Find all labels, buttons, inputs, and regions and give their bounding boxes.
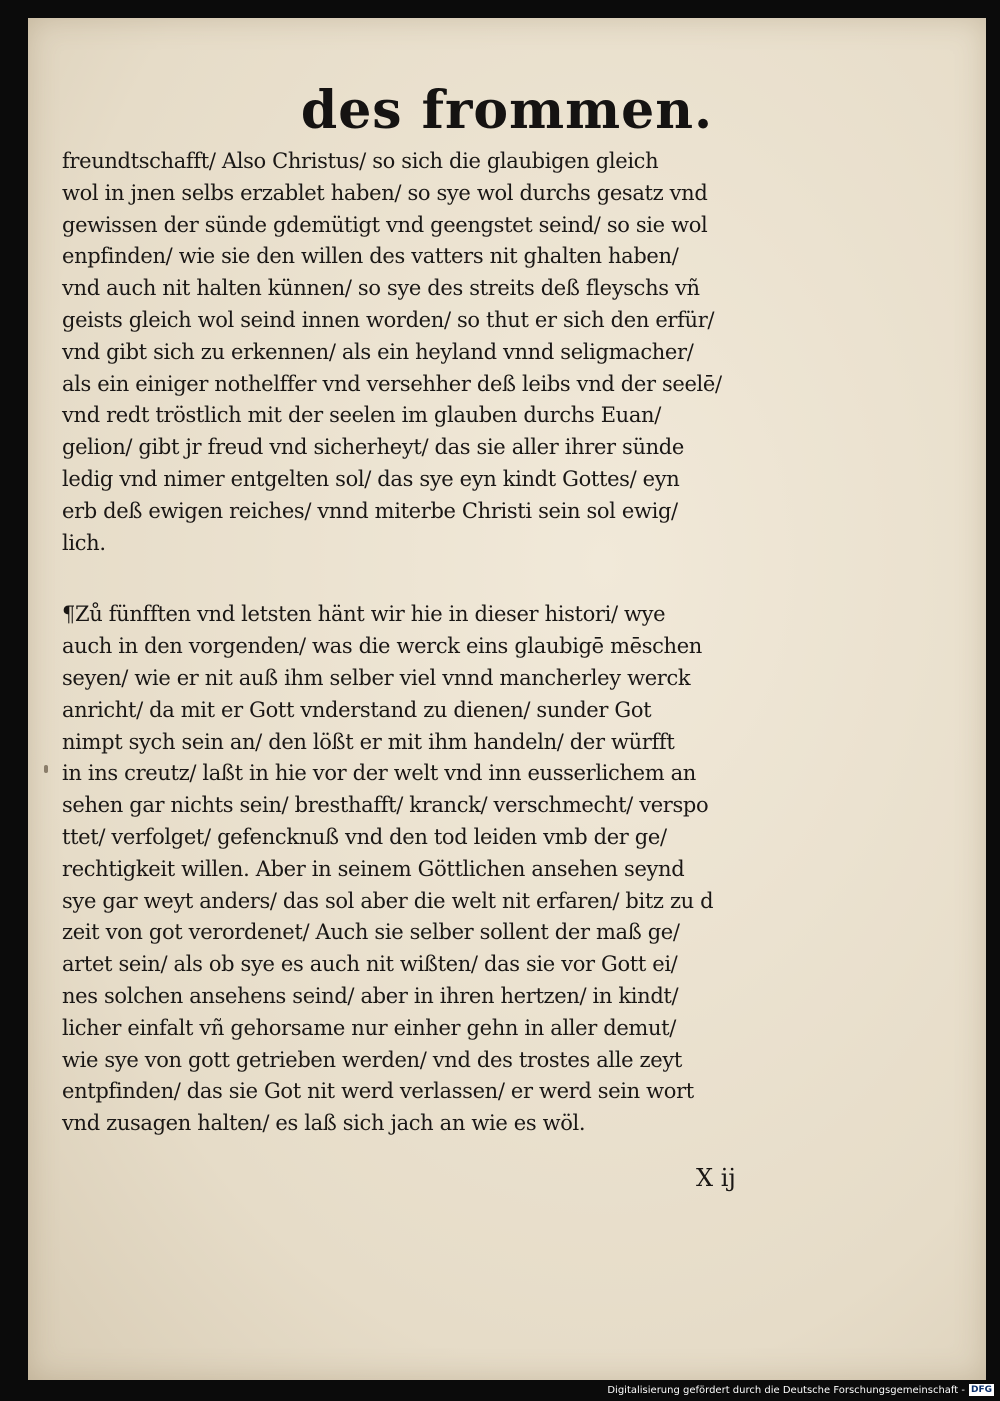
- text-line: vnd gibt sich zu erkennen/ als ein heyland vnnd seligmacher/: [62, 339, 694, 364]
- page-running-title: des frommen.: [300, 80, 714, 141]
- paragraph-2: [62, 599, 822, 1140]
- text-line: nes solchen ansehens seind/ aber in ihren hertzen/ in kindt/: [62, 983, 679, 1008]
- text-line: zeit von got verordenet/ Auch sie selber sollent der maß ge/: [62, 920, 680, 945]
- funding-credit: Digitalisierung gefördert durch die Deutsche Forschungsgemeinschaft -: [607, 1384, 965, 1396]
- text-line: vnd auch nit halten künnen/ so sye des streits deß fleyschs vñ: [62, 276, 700, 301]
- text-line: in ins creutz/ laßt in hie vor der welt vnd inn eusserlichem an: [62, 761, 696, 786]
- text-line: rechtigkeit willen. Aber in seinem Göttlichen ansehen seynd: [62, 856, 685, 881]
- text-line: ¶Zů fünfften vnd letsten hänt wir hie in dieser histori/ wye: [62, 602, 666, 627]
- text-line: auch in den vorgenden/ was die werck eins glaubigē mēschen: [62, 634, 702, 659]
- text-line: artet sein/ als ob sye es auch nit wißten/ das sie vor Gott ei/: [62, 952, 678, 977]
- text-line: lich.: [62, 530, 106, 555]
- page-body: [62, 146, 822, 1140]
- text-line: ttet/ verfolget/ gefencknuß vnd den tod leiden vmb der ge/: [62, 824, 667, 849]
- paragraph-1: [62, 146, 822, 559]
- text-line: entpfinden/ das sie Got nit werd verlassen/ er werd sein wort: [62, 1079, 694, 1104]
- text-line: enpfinden/ wie sie den willen des vatters nit ghalten haben/: [62, 244, 679, 269]
- dfg-logo: DFG: [970, 1385, 992, 1395]
- text-line: sehen gar nichts sein/ bresthafft/ kranck/ verschmecht/ verspo: [62, 793, 709, 818]
- text-line: als ein einiger nothelffer vnd versehher deß leibs vnd der seelē/: [62, 371, 722, 396]
- digitization-footer: [600, 1383, 994, 1397]
- page-blemish: [44, 765, 48, 773]
- text-line: seyen/ wie er nit auß ihm selber viel vnnd mancherley werck: [62, 665, 691, 690]
- signature-mark: X ij: [696, 1164, 736, 1192]
- text-line: gewissen der sünde gdemütigt vnd geengstet seind/ so sie wol: [62, 212, 708, 237]
- text-line: geists gleich wol seind innen worden/ so thut er sich den erfür/: [62, 307, 715, 332]
- text-line: wie sye von gott getrieben werden/ vnd des trostes alle zeyt: [62, 1047, 682, 1072]
- text-line: wol in jnen selbs erzablet haben/ so sye wol durchs gesatz vnd: [62, 180, 708, 205]
- text-line: vnd zusagen halten/ es laß sich jach an wie es wöl.: [62, 1111, 586, 1136]
- text-line: vnd redt tröstlich mit der seelen im glauben durchs Euan/: [62, 403, 661, 428]
- text-line: erb deß ewigen reiches/ vnnd miterbe Christi sein sol ewig/: [62, 498, 678, 523]
- text-line: sye gar weyt anders/ das sol aber die welt nit erfaren/ bitz zu d: [62, 888, 714, 913]
- text-line: gelion/ gibt jr freud vnd sicherheyt/ das sie aller ihrer sünde: [62, 435, 684, 460]
- text-line: ledig vnd nimer entgelten sol/ das sye eyn kindt Gottes/ eyn: [62, 466, 680, 491]
- text-line: nimpt sych sein an/ den lößt er mit ihm handeln/ der würfft: [62, 729, 675, 754]
- text-line: licher einfalt vñ gehorsame nur einher gehn in aller demut/: [62, 1015, 676, 1040]
- text-line: freundtschafft/ Also Christus/ so sich die glaubigen gleich: [62, 149, 659, 173]
- paragraph-gap: [62, 559, 822, 599]
- text-line: anricht/ da mit er Gott vnderstand zu dienen/ sunder Got: [62, 697, 652, 722]
- book-page: [28, 18, 986, 1380]
